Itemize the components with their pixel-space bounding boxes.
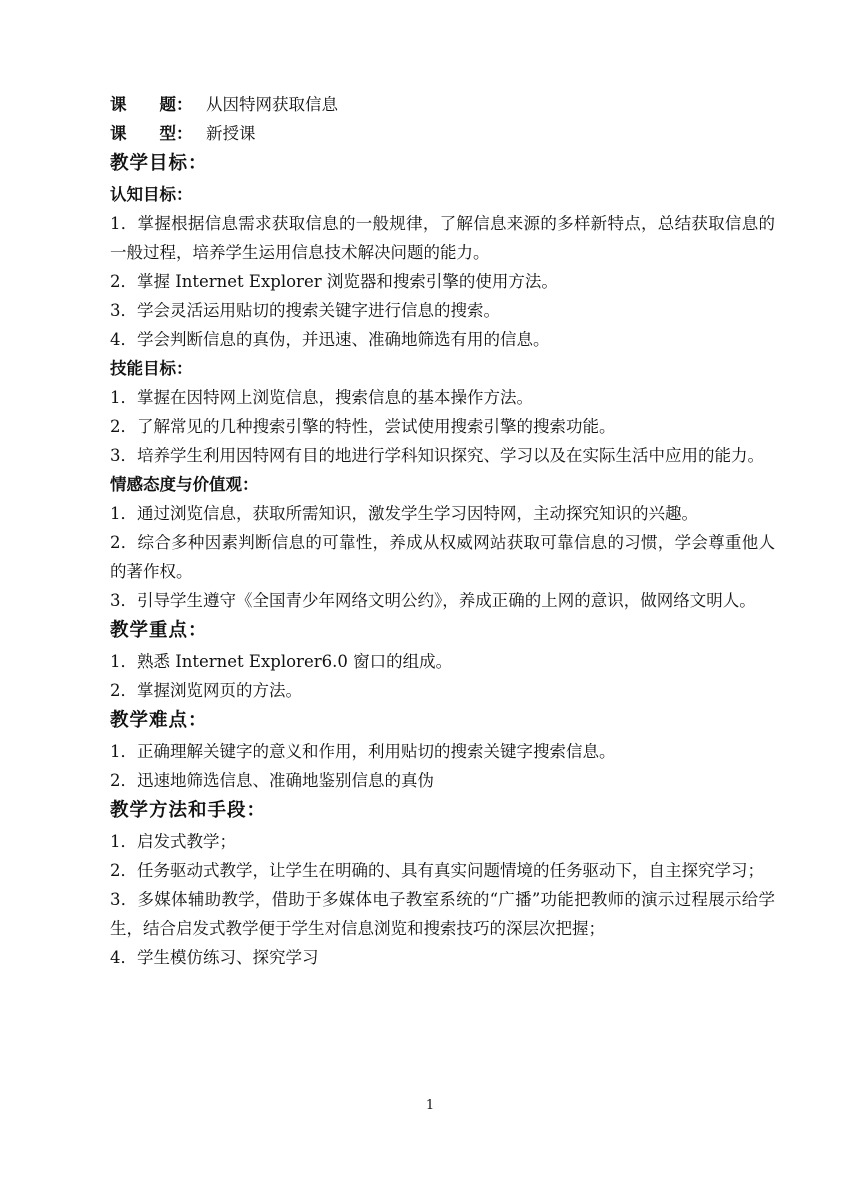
difficulties-heading: 教学难点：: [110, 710, 208, 731]
skills-item: 2．了解常见的几种搜索引擎的特性，尝试使用搜索引擎的搜索功能。: [110, 417, 616, 436]
attitude-item: 2．综合多种因素判断信息的可靠性，养成从权威网站获取可靠信息的习惯，学会尊重他人的著作权。: [110, 533, 775, 581]
skills-heading: 技能目标：: [110, 359, 193, 378]
cognitive-item: 4．学会判断信息的真伪，并迅速、准确地筛选有用的信息。: [110, 330, 550, 349]
cognitive-item: 3．学会灵活运用贴切的搜索关键字进行信息的搜索。: [110, 301, 500, 320]
skills-item: 3．培养学生利用因特网有目的地进行学科知识探究、学习以及在实际生活中应用的能力。: [110, 446, 764, 465]
topic-value: 从因特网获取信息: [206, 95, 338, 114]
methods-heading: 教学方法和手段：: [110, 800, 267, 821]
cognitive-heading: 认知目标：: [110, 185, 193, 204]
key-points-heading: 教学重点：: [110, 620, 208, 641]
difficulty-item: 2．迅速地筛选信息、准确地鉴别信息的真伪: [110, 771, 434, 790]
attitude-item: 1．通过浏览信息，获取所需知识，激发学生学习因特网，主动探究知识的兴趣。: [110, 504, 698, 523]
difficulty-item: 1．正确理解关键字的意义和作用，利用贴切的搜索关键字搜索信息。: [110, 742, 616, 761]
cognitive-item: 1．掌握根据信息需求获取信息的一般规律，了解信息来源的多样新特点，总结获取信息的一般过程，培养学生运用信息技术解决问题的能力。: [110, 214, 775, 262]
objectives-heading: 教学目标：: [110, 153, 208, 174]
type-label: 课 型：: [110, 124, 193, 143]
skills-item: 1．掌握在因特网上浏览信息，搜索信息的基本操作方法。: [110, 388, 533, 407]
topic-line: [110, 90, 775, 119]
attitude-item: 3．引导学生遵守《全国青少年网络文明公约》，养成正确的上网的意识，做网络文明人。: [110, 591, 756, 610]
key-point-item: 2．掌握浏览网页的方法。: [110, 681, 302, 700]
method-item: 3．多媒体辅助教学，借助于多媒体电子教室系统的“广播”功能把教师的演示过程展示给学生，结合启发式教学便于学生对信息浏览和搜索技巧的深层次把握；: [110, 890, 775, 938]
type-value: 新授课: [206, 124, 256, 143]
cognitive-item: 2．掌握 Internet Explorer 浏览器和搜索引擎的使用方法。: [110, 272, 558, 291]
method-item: 2．任务驱动式教学，让学生在明确的、具有真实问题情境的任务驱动下，自主探究学习；: [110, 861, 764, 880]
document-page: [110, 90, 775, 972]
method-item: 4．学生模仿练习、探究学习: [110, 948, 319, 967]
page-number: 1: [425, 1098, 435, 1113]
type-line: [110, 119, 775, 148]
method-item: 1．启发式教学；: [110, 832, 236, 851]
topic-label: 课 题：: [110, 95, 193, 114]
key-point-item: 1．熟悉 Internet Explorer6.0 窗口的组成。: [110, 652, 453, 671]
attitude-heading: 情感态度与价值观：: [110, 475, 259, 494]
